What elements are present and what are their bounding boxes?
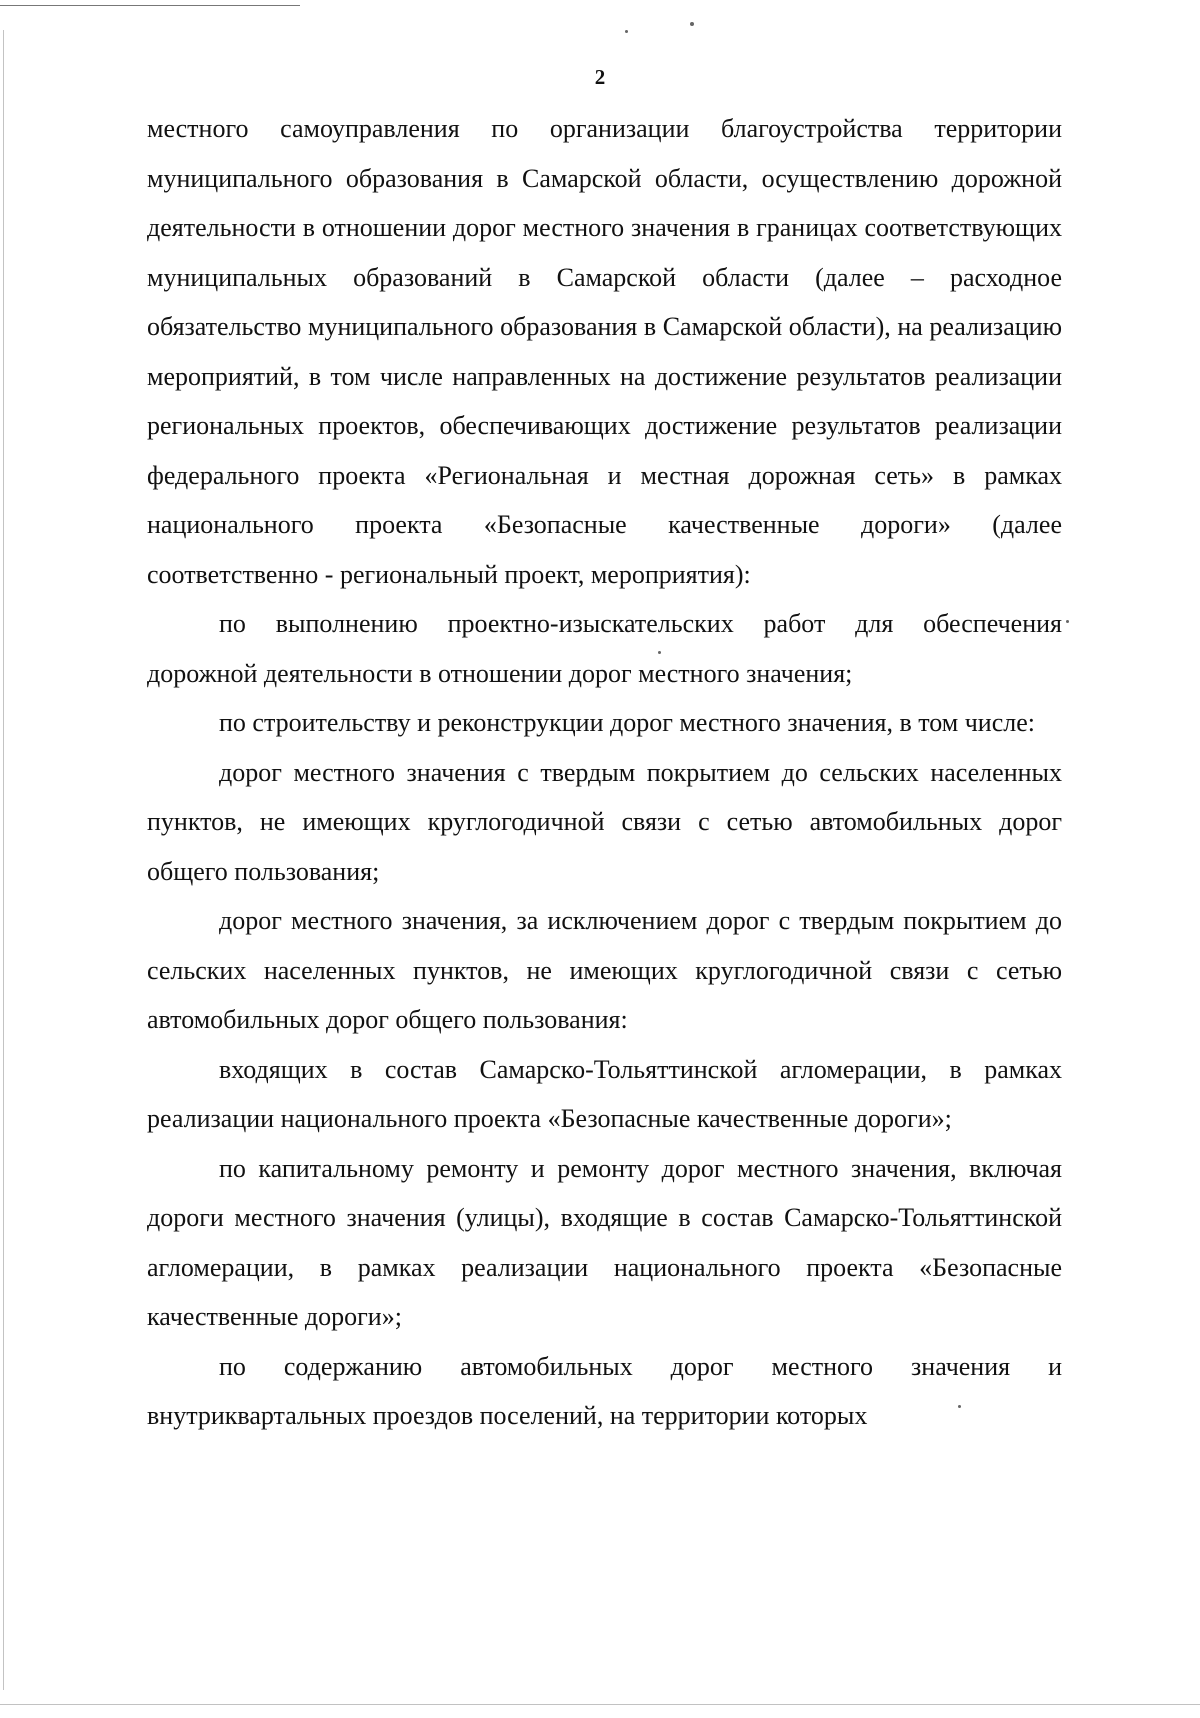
page-number: 2: [594, 65, 606, 89]
paragraph: дорог местного значения, за исключением дорог с твердым покрытием до сельских населенных пунктов, не имеющих круглогодичной связи с сетью автомобильных дорог общего пользования:: [147, 906, 1062, 1034]
paragraph: дорог местного значения с твердым покрытием до сельских населенных пунктов, не имеющих круглогодичной связи с сетью автомобильных дорог общего пользования;: [147, 757, 1062, 886]
scan-speck: [1066, 620, 1069, 623]
scan-speck: [690, 22, 694, 26]
paragraph: входящих в состав Самарско-Тольяттинской агломерации, в рамках реализации национального проекта «Безопасные качественные дороги»;: [147, 1054, 1062, 1133]
paragraph: по капитальному ремонту и ремонту дорог местного значения, включая дороги местного значения (улицы), входящие в состав Самарско-Тольяттинской агломерации, в рамках реализации национального проекта «Безопасные качественные дороги»;: [147, 1153, 1062, 1331]
paragraph: местного самоуправления по организации благоустройства территории муниципального образования в Самарской области, осуществлению дорожной деятельности в отношении дорог местного значения в границах соответствующих муниципальных образований в Самарской области (далее – расходное обязательство муниципального образования в Самарской области), на реализацию мероприятий, в том числе направленных на достижение результатов реализации региональных проектов, обеспечивающих достижение результатов реализации федерального проекта «Региональная и местная дорожная сеть» в рамках национального проекта «Безопасные качественные дороги» (далее соответственно - региональный проект, мероприятия):: [147, 114, 1062, 589]
document-body: [147, 104, 1062, 1441]
scan-speck: [625, 30, 628, 33]
paragraph: по выполнению проектно-изыскательских работ для обеспечения дорожной деятельности в отношении дорог местного значения;: [147, 609, 1062, 688]
scan-edge-left: [3, 30, 4, 1690]
paragraph: по содержанию автомобильных дорог местного значения и внутриквартальных проездов поселений, на территории которых: [147, 1351, 1062, 1430]
scan-edge-top: [0, 5, 300, 6]
scan-edge-bottom: [0, 1704, 1200, 1705]
paragraph: по строительству и реконструкции дорог местного значения, в том числе:: [219, 708, 1035, 737]
